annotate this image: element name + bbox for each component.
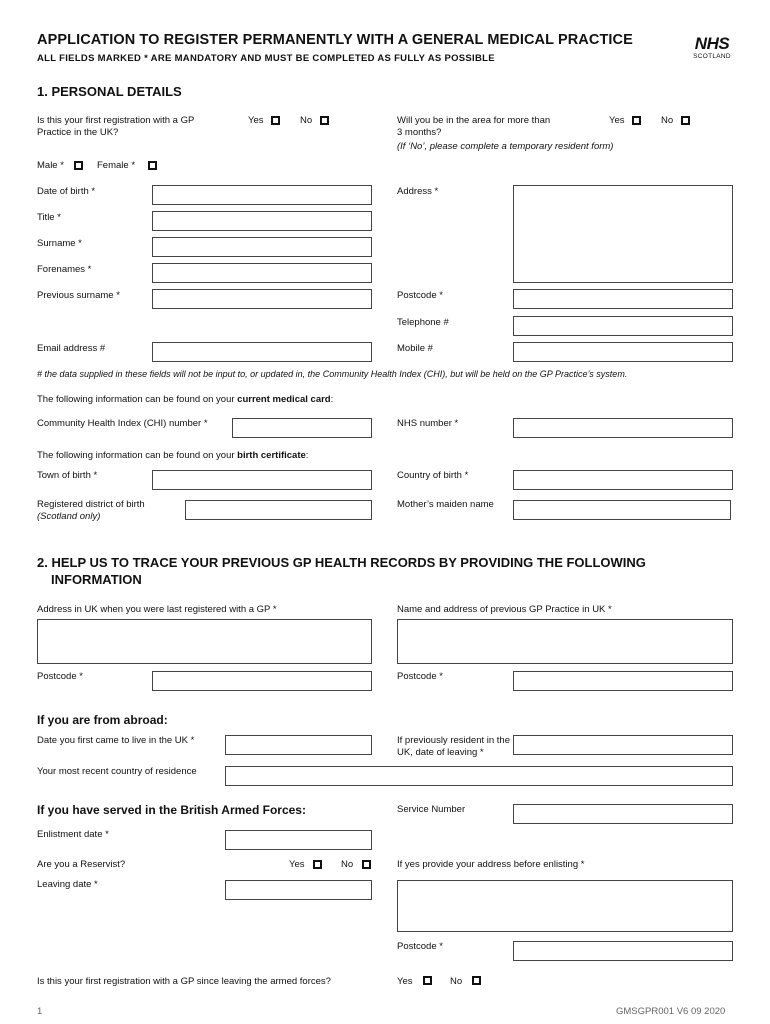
service-number-label: Service Number	[397, 804, 466, 815]
registered-district-field[interactable]	[185, 500, 372, 520]
birth-cert-note	[37, 450, 308, 462]
chi-field[interactable]	[232, 418, 372, 438]
date-leaving-field[interactable]	[513, 735, 733, 755]
date-came-label: Date you first came to live in the UK *	[37, 735, 195, 746]
enlistment-date-label: Enlistment date *	[37, 829, 109, 840]
date-came-field[interactable]	[225, 735, 372, 755]
recent-country-field[interactable]	[225, 766, 733, 786]
maiden-name-field[interactable]	[513, 500, 731, 520]
area-question: Will you be in the area for more than 3 months?	[397, 115, 551, 138]
logo-subtext: SCOTLAND	[693, 53, 731, 60]
area-no-label: No	[661, 115, 674, 126]
first-reg-no-checkbox[interactable]	[320, 116, 329, 125]
forces-first-reg-no-label: No	[450, 976, 463, 987]
section1-title: 1. PERSONAL DETAILS	[37, 84, 182, 99]
leaving-date-label: Leaving date *	[37, 879, 98, 890]
first-reg-yes-checkbox[interactable]	[271, 116, 280, 125]
page-number: 1	[37, 1006, 43, 1017]
area-no-checkbox[interactable]	[681, 116, 690, 125]
reservist-no-checkbox[interactable]	[362, 860, 371, 869]
male-checkbox[interactable]	[74, 161, 83, 170]
section2-title-line1: 2. HELP US TO TRACE YOUR PREVIOUS GP HEALTH RECORDS BY PROVIDING THE FOLLOWING	[37, 555, 646, 570]
mobile-field[interactable]	[513, 342, 733, 362]
forces-first-reg-no-checkbox[interactable]	[472, 976, 481, 985]
medical-card-note-text: The following information can be found on your	[37, 394, 238, 405]
first-reg-since-forces-question: Is this your first registration with a GP since leaving the armed forces?	[37, 976, 331, 987]
previous-practice-label: Name and address of previous GP Practice in UK *	[397, 604, 612, 615]
previous-surname-field[interactable]	[152, 289, 372, 309]
postcode-field[interactable]	[513, 289, 733, 309]
form-title: APPLICATION TO REGISTER PERMANENTLY WITH A GENERAL MEDICAL PRACTICE	[37, 32, 633, 48]
area-yes-checkbox[interactable]	[632, 116, 641, 125]
forces-postcode-field[interactable]	[513, 941, 733, 961]
nhs-number-field[interactable]	[513, 418, 733, 438]
postcode-label: Postcode *	[397, 290, 443, 301]
registered-district-label: Registered district of birth	[37, 499, 145, 510]
forenames-label: Forenames *	[37, 264, 92, 275]
practice-postcode-field[interactable]	[513, 671, 733, 691]
uk-address-field[interactable]	[37, 619, 372, 664]
previous-surname-label: Previous surname *	[37, 290, 120, 301]
email-label: Email address #	[37, 343, 106, 354]
birth-cert-note-text: The following information can be found on your	[37, 450, 238, 461]
reservist-yes-label: Yes	[289, 859, 305, 870]
recent-country-label: Your most recent country of residence	[37, 766, 197, 777]
address-before-enlisting-field[interactable]	[397, 880, 733, 932]
area-yes-label: Yes	[609, 115, 625, 126]
town-of-birth-field[interactable]	[152, 470, 372, 490]
dob-field[interactable]	[152, 185, 372, 205]
chi-label: Community Health Index (CHI) number *	[37, 418, 208, 429]
address-field[interactable]	[513, 185, 733, 283]
medical-card-note-end: :	[330, 394, 334, 405]
temporary-resident-note: (If ‘No’, please complete a temporary resident form)	[397, 141, 614, 152]
uk-postcode-label: Postcode *	[37, 671, 83, 682]
service-number-field[interactable]	[513, 804, 733, 824]
abroad-title: If you are from abroad:	[37, 713, 168, 727]
mandatory-note: ALL FIELDS MARKED * ARE MANDATORY AND MUST BE COMPLETED AS FULLY AS POSSIBLE	[37, 53, 495, 64]
uk-address-label: Address in UK when you were last registered with a GP *	[37, 604, 277, 615]
title-label: Title *	[37, 212, 61, 223]
forces-first-reg-yes-label: Yes	[397, 976, 413, 987]
address-before-enlisting-label: If yes provide your address before enlisting *	[397, 859, 585, 870]
scotland-only-note: (Scotland only)	[37, 511, 101, 522]
reservist-no-label: No	[341, 859, 354, 870]
medical-card-note-bold: current medical card	[237, 394, 331, 405]
leaving-date-field[interactable]	[225, 880, 372, 900]
medical-card-note	[37, 394, 333, 406]
reservist-question: Are you a Reservist?	[37, 859, 126, 870]
practice-postcode-label: Postcode *	[397, 671, 443, 682]
armed-forces-title: If you have served in the British Armed Forces:	[37, 803, 306, 817]
birth-cert-note-end: :	[305, 450, 309, 461]
telephone-label: Telephone #	[397, 317, 449, 328]
reservist-yes-checkbox[interactable]	[313, 860, 322, 869]
first-registration-question: Is this your first registration with a GP Practice in the UK?	[37, 115, 195, 138]
telephone-field[interactable]	[513, 316, 733, 336]
forces-first-reg-yes-checkbox[interactable]	[423, 976, 432, 985]
address-label: Address *	[397, 186, 439, 197]
mobile-label: Mobile #	[397, 343, 433, 354]
female-label: Female *	[97, 160, 136, 171]
uk-postcode-field[interactable]	[152, 671, 372, 691]
surname-label: Surname *	[37, 238, 82, 249]
logo-text: NHS	[694, 34, 730, 53]
email-field[interactable]	[152, 342, 372, 362]
dob-label: Date of birth *	[37, 186, 96, 197]
nhs-number-label: NHS number *	[397, 418, 459, 429]
date-leaving-label: If previously resident in the UK, date of leaving *	[397, 735, 511, 758]
forces-postcode-label: Postcode *	[397, 941, 443, 952]
maiden-name-label: Mother’s maiden name	[397, 499, 494, 510]
nhs-scotland-logo	[688, 35, 736, 61]
forenames-field[interactable]	[152, 263, 372, 283]
female-checkbox[interactable]	[148, 161, 157, 170]
section2-title-line2: INFORMATION	[51, 572, 142, 587]
town-of-birth-label: Town of birth *	[37, 470, 98, 481]
country-of-birth-label: Country of birth *	[397, 470, 469, 481]
title-field[interactable]	[152, 211, 372, 231]
enlistment-date-field[interactable]	[225, 830, 372, 850]
form-code: GMSGPR001 V6 09 2020	[616, 1006, 726, 1017]
first-reg-yes-label: Yes	[248, 115, 264, 126]
chi-data-note: # the data supplied in these fields will not be input to, or updated in, the Community Health Index (CHI), but will be held on the GP Practice’s system.	[37, 369, 628, 379]
male-label: Male *	[37, 160, 64, 171]
birth-cert-note-bold: birth certificate	[237, 450, 306, 461]
surname-field[interactable]	[152, 237, 372, 257]
first-reg-no-label: No	[300, 115, 313, 126]
country-of-birth-field[interactable]	[513, 470, 733, 490]
previous-practice-field[interactable]	[397, 619, 733, 664]
